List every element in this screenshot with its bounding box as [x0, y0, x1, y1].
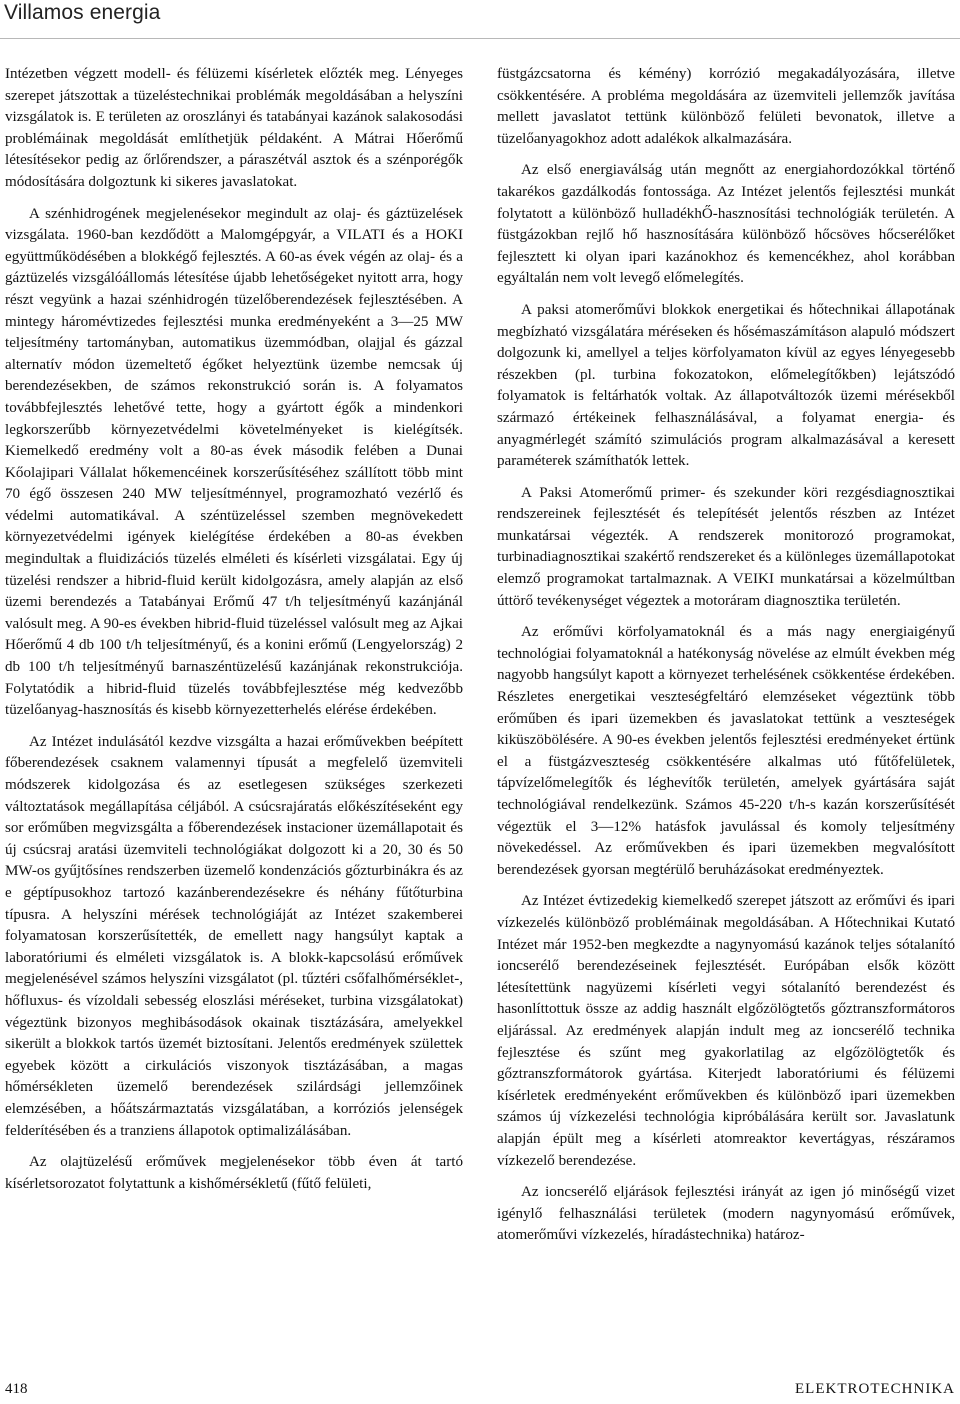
right-paragraph: A paksi atomerőművi blokkok energetikai és hőtechnikai állapotának megbízható vizsgálatára méréseken és hősémaszámításon alapuló módszert dolgozunk ki, amellyel a teljes körfolyamaton kívül az egyes lényegesebb részekben (pl. turbina fokozatokon, előmelegítőkben) lejátszódó folyamatok is feltárhatók voltak. Az állapotváltozók üzemi mérésekből származó értékeinek felhasználásával, a folyamat energia- és anyagmérlegét számító szimulációs program alkalmazásával a keresett paraméterek számíthatók lettek. [497, 301, 955, 470]
left-paragraph: Az Intézet indulásától kezdve vizsgálta a hazai erőművekben beépített főberendezések csaknem valamennyi típusát a megfelelő üzemviteli módszerek kidolgozása és az esetlegesen szükséges szerkezeti változtatások megállapítása céljából. A csúcsrajáratás előkészítéseként egy sor erőműben megvizsgálta a főberendezések instacioner üzemállapotait és új csúcsraj aratási üzemviteli technológiákat dolgozott ki a 20, 30 és 50 MW-os gyűjtősínes rendszerben üzemelő kondenzációs gőzturbinákra és az e géptípusokhoz tartozó kazánberendezésekre és néhány fűtőturbina típusra. A helyszíni mérések technológiáját az Intézet szakemberei folyamatosan korszerűsítették, de emellett nagy hangsúlyt kaptak a laboratóriumi és elméleti vizsgálatok is. A blokk-kapcsolású erőművek megjelenésével számos helyszíni vizsgálatot (pl. tűztéri csőfalhőmérséklet-, hőfluxus- és vízoldali sebesség eloszlási méréseket, turbina vizsgálatokat) végeztünk bizonyos meghibásodások okainak tisztázására, amelyekkel sikerült a blokkok tartós üzemét biztosítani. Jelentős eredmények születtek egyebek között a cirkulációs viszonyok tisztázásában, a magas hőmérsékleten üzemelő berendezések szilárdsági jellemzőinek elemzésében, a hőátszármaztatás vizsgálatában, a korróziós jelenségek felderítésében és a tranziens állapotok optimalizálásában. [5, 733, 463, 1139]
left-paragraph: Intézetben végzett modell- és félüzemi kísérletek előzték meg. Lényeges szerepet játszottak a tüzeléstechnikai problémák megoldásában a helyszíni vizsgálatok is. E területen az oroszlányi és tatabányai kazánok salakosodási problémáinak megoldását említhetjük példaként. A Mátrai Hőerőmű létesítésekor pedig az őrlőrendszer, a páraszétvál asztok és a szénporégők módosítására dolgoztunk ki sikeres javaslatokat. [5, 66, 463, 190]
left-paragraph: A szénhidrogének megjelenésekor megindult az olaj- és gáztüzelések vizsgálata. 1960-ban kezdődött a Malomgépgyár, a VILATI és a HOKI együttműködésében a blokkégő fejlesztés. A 60-as évek végén az olaj- és a gáztüzelés vizsgálóállomás létesítése újabb lehetőségeket nyitott arra, hogy részt vegyünk a hazai szénhidrogén tüzelőberendezések fejlesztésében. A mintegy háromévtizedes fejlesztési munka eredményeként a 3—25 MW teljesítmény tartományban, automatikus üzemmódban, olajjal és gázzal alternatív módon üzemeltető égőket helyeztünk üzembe nemcsak új berendezésekben, de számos rekonstrukció során is. A folyamatos továbbfejlesztés lehetővé tette, hogy a gyártott égők a mindenkori legkorszerűbb környezetvédelmi követelményeket is kielégítsék. Kiemelkedő eredmény volt a 80-as évek második felében a Dunai Kőolajipari Vállalat hőkemencéinek korszerűsítéséhez szállított több mint 70 égő összesen 240 MW teljesítménnyel, programozható vezérlő és védelmi automatikával. A széntüzeléssel szemben megnövekedett környezetvédelmi igények kielégítése érdekében a 80-as években megindultak a fluidizációs tüzelés elméleti és kísérleti vizsgálatai. Egy új tüzelési rendszer a hibrid-fluid került kidolgozásra, amely alapján az első üzemi berendezés a Tatabányai Erőmű 47 t/h teljesítményű kazánjánál valósult meg. A 90-es években hibrid-fluid tüzeléssel valósult meg az Ajkai Hőerőmű 4 db 100 t/h teljesítményű, és a konini erőmű (Lengyelország) 2 db 100 t/h teljesítményű barnaszéntüzelésű kazánjának rekonstrukciója. Folytatódik a hibrid-fluid tüzelés továbbfejlesztése még kedvezőbb tüzelőanyag-hasznosítás és kisebb környezetterhelés elérése érdekében. [5, 205, 463, 719]
journal-name: ELEKTROTECHNIKA [795, 1381, 955, 1397]
right-continuation: füstgázcsatorna és kémény) korrózió megakadályozására, illetve csökkentésére. A probléma megoldására az üzemviteli jellemzők javítása mellett javaslatot tettünk különböző felületi bevonatok, illetve a tüzelőanyagokhoz adott adalékok alkalmazására. [497, 66, 955, 147]
right-column [497, 64, 955, 1257]
left-paragraph: Az olajtüzelésű erőművek megjelenésekor több éven át tartó kísérletsorozatot folytattunk a kishőmérsékletű (fűtő felületi, [5, 1154, 463, 1192]
page-header [0, 0, 960, 39]
page-number: 418 [5, 1381, 28, 1397]
right-paragraph: Az Intézet évtizedekig kiemelkedő szerepet játszott az erőművi és ipari vízkezelés különböző problémáinak megoldásában. A Hőtechnikai Kutató Intézet már 1952-ben megkezdte a nagynyomású kazánok teljes sótalanító ioncserélő berendezéseinek fejlesztését. Európában elsők között létesítettünk nagyüzemi kísérleti vegyi sótalanító berendezést és hasonlíttottuk össze az addig használt elgőzölögtetős gőztranszformátoros eljárással. Az eredmények alapján indult meg az ioncserélő technika fejlesztése és szűnt meg gyakorlatilag az elgőzölögtetők és gőztranszformátorok gyártása. Kiterjedt laboratóriumi és félüzemi kísérletek eredményeként erőművekben és különböző ipari üzemekben számos új vízkezelési technológia kipróbálására került sor. Javaslatunk alapján épült meg a kísérleti atomreaktor kevertágyas, részáramos vízkezelő berendezése. [497, 893, 955, 1169]
right-paragraph: A Paksi Atomerőmű primer- és szekunder köri rezgésdiagnosztikai rendszereinek fejlesztését és telepítését jelentős részben az Intézet munkatársai végezték. A rendszerek monitorozó programokat, turbinadiagnosztikai szakértő rendszereket és a különleges üzemállapotokat elemző programokat tartalmaznak. A VEIKI munkatársai a közelmúltban úttörő tevékenységet végeztek a motoráram diagnosztika területén. [497, 484, 955, 609]
left-column [5, 64, 463, 1205]
right-paragraph: Az erőművi körfolyamatoknál és a más nagy energiaigényű technológiai folyamatoknál a hatékonyság növelése az elmúlt években még nagyobb hangsúlyt kapott a környezet terhelésének csökkentése érdekében. Részletes energetikai veszteségfeltáró elemzéseket végeztünk több erőműben és ipari üzemekben és javaslatokat tettünk a veszteségek kiküszöbölésére. A 90-es években jelentős fejlesztési eredményeket értünk el a füstgázveszteség csökkentésére alkalmas utó fűtőfelületek, tápvízelőmelegítők és léghevítők területén, amelyek gyártására saját technológiával rendelkezünk. Számos 45-220 t/h-s kazán korszerűsítését végeztük el 3—12% hatásfok javulással és komoly teljesítmény növekedéssel. Az erőművekben és ipari üzemekben megvalósított berendezések gyorsan megtérülő beruházásokat eredményeztek. [497, 624, 955, 878]
header-title: Villamos energia [4, 1, 161, 24]
right-paragraph: Az első energiaválság után megnőtt az energiahordozókkal történő takarékos gazdálkodás fontossága. Az Intézet jelentős fejlesztési munkát folytatott a különböző hulladékhŐ-hasznosítási technológiák területén. A füstgázokban rejlő hő hasznosítására különböző hőcsöves hőcserélőket fejlesztett ki olyan ipari kazánokhoz és kemencékhez, ahol korábban egyáltalán nem volt levegő előmelegítés. [497, 162, 955, 287]
right-paragraph: Az ioncserélő eljárások fejlesztési irányát az igen jó minőségű vizet igénylő felhasználási területek (modern nagynyomású erőművek, atomerőművi vízkezelés, híradástechnika) határoz- [497, 1184, 955, 1244]
